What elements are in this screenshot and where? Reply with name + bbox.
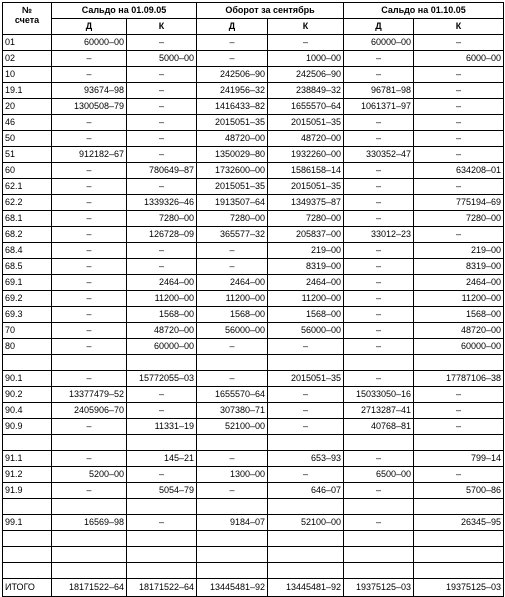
table-row: [3, 147, 504, 163]
closing-credit-cell: 19375125–03: [414, 579, 504, 597]
empty-cell: [197, 531, 268, 547]
table-row: [3, 515, 504, 531]
table-row: [3, 163, 504, 179]
turnover-credit-cell: –: [268, 339, 344, 355]
empty-cell: [344, 563, 414, 579]
empty-cell: [197, 499, 268, 515]
closing-credit-cell: 60000–00: [414, 339, 504, 355]
opening-credit-cell: 2464–00: [127, 275, 197, 291]
account-number: 68.1: [3, 211, 52, 227]
turnover-debit-cell: 2015051–35: [197, 179, 268, 195]
opening-credit-cell: –: [127, 243, 197, 259]
closing-debit-cell: 6500–00: [344, 467, 414, 483]
turnover-debit-cell: 9184–07: [197, 515, 268, 531]
opening-credit-cell: –: [127, 467, 197, 483]
table-row: [3, 211, 504, 227]
opening-credit-cell: 7280–00: [127, 211, 197, 227]
closing-credit-cell: 7280–00: [414, 211, 504, 227]
closing-debit-cell: 96781–98: [344, 83, 414, 99]
turnover-debit-cell: 52100–00: [197, 419, 268, 435]
closing-credit-cell: –: [414, 179, 504, 195]
empty-cell: [52, 563, 127, 579]
opening-debit-cell: –: [52, 163, 127, 179]
turnover-credit-cell: 56000–00: [268, 323, 344, 339]
turnover-credit-cell: 219–00: [268, 243, 344, 259]
opening-debit-cell: –: [52, 291, 127, 307]
empty-cell: [3, 355, 52, 371]
turnover-debit-cell: 1732600–00: [197, 163, 268, 179]
empty-cell: [3, 531, 52, 547]
opening-credit-cell: –: [127, 259, 197, 275]
empty-cell: [197, 547, 268, 563]
empty-cell: [414, 435, 504, 451]
account-number: 50: [3, 131, 52, 147]
turnover-debit-cell: 11200–00: [197, 291, 268, 307]
closing-debit-cell: –: [344, 259, 414, 275]
opening-debit-cell: –: [52, 179, 127, 195]
table-body: [3, 35, 504, 597]
opening-credit-cell: –: [127, 115, 197, 131]
turnover-debit-cell: 7280–00: [197, 211, 268, 227]
closing-debit-cell: 40768–81: [344, 419, 414, 435]
closing-credit-cell: 1568–00: [414, 307, 504, 323]
closing-credit-cell: –: [414, 387, 504, 403]
closing-debit-cell: –: [344, 211, 414, 227]
account-number: 62.1: [3, 179, 52, 195]
opening-debit-cell: –: [52, 195, 127, 211]
opening-credit-cell: 5000–00: [127, 51, 197, 67]
opening-debit-cell: –: [52, 419, 127, 435]
closing-debit-cell: –: [344, 483, 414, 499]
closing-debit-cell: –: [344, 291, 414, 307]
empty-cell: [414, 563, 504, 579]
account-number: 70: [3, 323, 52, 339]
blank-row: [3, 547, 504, 563]
empty-cell: [52, 355, 127, 371]
turnover-credit-cell: 238849–32: [268, 83, 344, 99]
turnover-debit-cell: 1300–00: [197, 467, 268, 483]
turnover-debit-cell: –: [197, 483, 268, 499]
turnover-debit-cell: 1655570–64: [197, 387, 268, 403]
closing-credit-cell: 17787106–38: [414, 371, 504, 387]
table-row: [3, 419, 504, 435]
opening-credit-cell: –: [127, 515, 197, 531]
opening-debit-cell: –: [52, 259, 127, 275]
table-row: [3, 179, 504, 195]
closing-debit-cell: 60000–00: [344, 35, 414, 51]
blank-row: [3, 531, 504, 547]
total-label: ИТОГО: [3, 579, 52, 597]
turnover-debit-cell: 56000–00: [197, 323, 268, 339]
opening-debit-header: Д: [52, 19, 127, 35]
closing-debit-cell: –: [344, 275, 414, 291]
opening-credit-header: К: [127, 19, 197, 35]
turnover-debit-cell: 307380–71: [197, 403, 268, 419]
empty-cell: [268, 563, 344, 579]
closing-debit-cell: 330352–47: [344, 147, 414, 163]
turnover-debit-cell: 1416433–82: [197, 99, 268, 115]
opening-debit-cell: 18171522–64: [52, 579, 127, 597]
account-number: 19.1: [3, 83, 52, 99]
closing-credit-cell: 219–00: [414, 243, 504, 259]
account-number: 68.4: [3, 243, 52, 259]
closing-credit-cell: 8319–00: [414, 259, 504, 275]
closing-credit-cell: 634208–01: [414, 163, 504, 179]
closing-credit-cell: –: [414, 147, 504, 163]
opening-credit-cell: 48720–00: [127, 323, 197, 339]
empty-cell: [414, 499, 504, 515]
turnover-credit-cell: 52100–00: [268, 515, 344, 531]
turnover-debit-cell: –: [197, 371, 268, 387]
opening-debit-cell: 912182–67: [52, 147, 127, 163]
opening-credit-cell: –: [127, 131, 197, 147]
opening-balance-header: Сальдо на 01.09.05: [52, 3, 197, 19]
empty-cell: [127, 547, 197, 563]
closing-credit-cell: –: [414, 227, 504, 243]
opening-debit-cell: –: [52, 115, 127, 131]
empty-cell: [268, 435, 344, 451]
closing-credit-cell: –: [414, 131, 504, 147]
account-number: 20: [3, 99, 52, 115]
opening-credit-cell: –: [127, 387, 197, 403]
closing-debit-cell: –: [344, 323, 414, 339]
table-row: [3, 451, 504, 467]
closing-debit-cell: 19375125–03: [344, 579, 414, 597]
account-number: 90.2: [3, 387, 52, 403]
turnover-credit-cell: 8319–00: [268, 259, 344, 275]
account-number: 10: [3, 67, 52, 83]
turnover-debit-cell: 48720–00: [197, 131, 268, 147]
turnover-credit-cell: 2464–00: [268, 275, 344, 291]
table-row: [3, 259, 504, 275]
account-number: 69.3: [3, 307, 52, 323]
turnover-credit-cell: 11200–00: [268, 291, 344, 307]
closing-credit-cell: –: [414, 467, 504, 483]
opening-debit-cell: 60000–00: [52, 35, 127, 51]
closing-credit-cell: –: [414, 67, 504, 83]
turnover-debit-cell: 1568–00: [197, 307, 268, 323]
account-number: 80: [3, 339, 52, 355]
closing-credit-cell: 775194–69: [414, 195, 504, 211]
closing-credit-cell: –: [414, 115, 504, 131]
table-row: [3, 115, 504, 131]
turnover-credit-cell: –: [268, 35, 344, 51]
closing-credit-cell: –: [414, 83, 504, 99]
turnover-credit-cell: 205837–00: [268, 227, 344, 243]
empty-cell: [197, 355, 268, 371]
turnover-credit-cell: –: [268, 419, 344, 435]
account-number: 51: [3, 147, 52, 163]
closing-credit-cell: 11200–00: [414, 291, 504, 307]
table-row: [3, 131, 504, 147]
opening-credit-cell: 15772055–03: [127, 371, 197, 387]
turnover-debit-cell: –: [197, 243, 268, 259]
closing-credit-header: К: [414, 19, 504, 35]
opening-credit-cell: –: [127, 67, 197, 83]
table-row: [3, 83, 504, 99]
account-number: 69.1: [3, 275, 52, 291]
closing-credit-cell: –: [414, 99, 504, 115]
closing-credit-cell: 2464–00: [414, 275, 504, 291]
account-number: 68.5: [3, 259, 52, 275]
turnover-debit-cell: –: [197, 339, 268, 355]
opening-credit-cell: 1568–00: [127, 307, 197, 323]
opening-credit-cell: 126728–09: [127, 227, 197, 243]
account-number: 68.2: [3, 227, 52, 243]
turnover-credit-cell: 646–07: [268, 483, 344, 499]
opening-debit-cell: –: [52, 51, 127, 67]
turnover-credit-cell: 1000–00: [268, 51, 344, 67]
opening-credit-cell: 11200–00: [127, 291, 197, 307]
turnover-debit-cell: 242506–90: [197, 67, 268, 83]
opening-credit-cell: 60000–00: [127, 339, 197, 355]
closing-credit-cell: 48720–00: [414, 323, 504, 339]
empty-cell: [414, 547, 504, 563]
opening-debit-cell: –: [52, 243, 127, 259]
empty-cell: [127, 531, 197, 547]
turnover-credit-cell: –: [268, 403, 344, 419]
empty-cell: [344, 355, 414, 371]
account-number: 90.4: [3, 403, 52, 419]
account-number: 02: [3, 51, 52, 67]
turnover-debit-cell: 2015051–35: [197, 115, 268, 131]
table-row: [3, 35, 504, 51]
empty-cell: [197, 435, 268, 451]
turnover-credit-cell: 48720–00: [268, 131, 344, 147]
opening-credit-cell: –: [127, 179, 197, 195]
turnover-debit-cell: –: [197, 259, 268, 275]
closing-credit-cell: 5700–86: [414, 483, 504, 499]
account-number: 90.9: [3, 419, 52, 435]
balance-sheet-table: [2, 2, 504, 597]
blank-row: [3, 499, 504, 515]
table-row: [3, 387, 504, 403]
turnover-debit-header: Д: [197, 19, 268, 35]
closing-debit-cell: 1061371–97: [344, 99, 414, 115]
opening-debit-cell: –: [52, 227, 127, 243]
account-number: 91.2: [3, 467, 52, 483]
opening-credit-cell: –: [127, 35, 197, 51]
turnover-debit-cell: 1913507–64: [197, 195, 268, 211]
turnover-header: Оборот за сентябрь: [197, 3, 344, 19]
closing-credit-cell: –: [414, 35, 504, 51]
turnover-credit-cell: 1349375–87: [268, 195, 344, 211]
opening-debit-cell: –: [52, 339, 127, 355]
closing-credit-cell: 6000–00: [414, 51, 504, 67]
turnover-credit-header: К: [268, 19, 344, 35]
account-number: 01: [3, 35, 52, 51]
closing-debit-cell: –: [344, 195, 414, 211]
account-number-header: № счета: [3, 3, 52, 35]
closing-debit-cell: –: [344, 67, 414, 83]
turnover-debit-cell: 365577–32: [197, 227, 268, 243]
empty-cell: [52, 499, 127, 515]
opening-debit-cell: 93674–98: [52, 83, 127, 99]
opening-credit-cell: –: [127, 99, 197, 115]
closing-debit-cell: –: [344, 243, 414, 259]
closing-debit-cell: –: [344, 339, 414, 355]
empty-cell: [3, 547, 52, 563]
empty-cell: [127, 563, 197, 579]
account-number: 91.1: [3, 451, 52, 467]
table-row: [3, 195, 504, 211]
empty-cell: [344, 531, 414, 547]
turnover-debit-cell: 13445481–92: [197, 579, 268, 597]
account-number: 46: [3, 115, 52, 131]
table-row: [3, 483, 504, 499]
turnover-debit-cell: –: [197, 451, 268, 467]
empty-cell: [197, 563, 268, 579]
opening-debit-cell: –: [52, 67, 127, 83]
closing-debit-cell: –: [344, 115, 414, 131]
table-header: [3, 3, 504, 35]
table-row: [3, 67, 504, 83]
turnover-credit-cell: 1932260–00: [268, 147, 344, 163]
table-row: [3, 323, 504, 339]
empty-cell: [3, 499, 52, 515]
opening-debit-cell: 1300508–79: [52, 99, 127, 115]
turnover-debit-cell: 1350029–80: [197, 147, 268, 163]
empty-cell: [127, 499, 197, 515]
turnover-credit-cell: 7280–00: [268, 211, 344, 227]
turnover-credit-cell: 13445481–92: [268, 579, 344, 597]
account-number: 69.2: [3, 291, 52, 307]
closing-credit-cell: 26345–95: [414, 515, 504, 531]
empty-cell: [3, 435, 52, 451]
empty-cell: [268, 355, 344, 371]
turnover-credit-cell: 2015051–35: [268, 371, 344, 387]
opening-credit-cell: 11331–19: [127, 419, 197, 435]
blank-row: [3, 355, 504, 371]
opening-debit-cell: –: [52, 371, 127, 387]
closing-debit-cell: –: [344, 307, 414, 323]
closing-credit-cell: –: [414, 419, 504, 435]
opening-credit-cell: –: [127, 147, 197, 163]
turnover-credit-cell: 1655570–64: [268, 99, 344, 115]
opening-credit-cell: 780649–87: [127, 163, 197, 179]
table-row: [3, 307, 504, 323]
turnover-debit-cell: 2464–00: [197, 275, 268, 291]
opening-debit-cell: 2405906–70: [52, 403, 127, 419]
opening-credit-cell: 145–21: [127, 451, 197, 467]
account-number: 90.1: [3, 371, 52, 387]
empty-cell: [414, 355, 504, 371]
turnover-credit-cell: –: [268, 387, 344, 403]
table-row: [3, 99, 504, 115]
empty-cell: [127, 355, 197, 371]
account-number: 99.1: [3, 515, 52, 531]
empty-cell: [414, 531, 504, 547]
table-row: [3, 51, 504, 67]
account-number: 91.9: [3, 483, 52, 499]
opening-debit-cell: –: [52, 131, 127, 147]
closing-balance-header: Сальдо на 01.10.05: [344, 3, 504, 19]
turnover-debit-cell: –: [197, 35, 268, 51]
closing-debit-cell: –: [344, 371, 414, 387]
turnover-debit-cell: 241956–32: [197, 83, 268, 99]
blank-row: [3, 435, 504, 451]
closing-debit-cell: –: [344, 179, 414, 195]
opening-credit-cell: 5054–79: [127, 483, 197, 499]
table-row: [3, 467, 504, 483]
table-row: [3, 339, 504, 355]
empty-cell: [52, 547, 127, 563]
empty-cell: [3, 563, 52, 579]
empty-cell: [344, 435, 414, 451]
opening-debit-cell: 16569–98: [52, 515, 127, 531]
turnover-credit-cell: 2015051–35: [268, 115, 344, 131]
opening-debit-cell: –: [52, 323, 127, 339]
closing-debit-cell: –: [344, 131, 414, 147]
turnover-credit-cell: 242506–90: [268, 67, 344, 83]
closing-debit-cell: –: [344, 451, 414, 467]
turnover-credit-cell: 653–93: [268, 451, 344, 467]
turnover-credit-cell: 1586158–14: [268, 163, 344, 179]
empty-cell: [127, 435, 197, 451]
closing-credit-cell: –: [414, 403, 504, 419]
opening-debit-cell: –: [52, 275, 127, 291]
closing-debit-cell: –: [344, 163, 414, 179]
turnover-credit-cell: 1568–00: [268, 307, 344, 323]
turnover-credit-cell: 2015051–35: [268, 179, 344, 195]
opening-credit-cell: –: [127, 83, 197, 99]
opening-credit-cell: 18171522–64: [127, 579, 197, 597]
table-row: [3, 243, 504, 259]
empty-cell: [344, 547, 414, 563]
opening-debit-cell: –: [52, 211, 127, 227]
empty-cell: [268, 531, 344, 547]
turnover-credit-cell: –: [268, 467, 344, 483]
closing-debit-cell: –: [344, 51, 414, 67]
account-number: 60: [3, 163, 52, 179]
table-row: [3, 291, 504, 307]
opening-debit-cell: –: [52, 451, 127, 467]
closing-debit-header: Д: [344, 19, 414, 35]
opening-credit-cell: –: [127, 403, 197, 419]
empty-cell: [52, 531, 127, 547]
empty-cell: [268, 499, 344, 515]
closing-debit-cell: 33012–23: [344, 227, 414, 243]
opening-debit-cell: –: [52, 307, 127, 323]
table-row: [3, 371, 504, 387]
turnover-debit-cell: –: [197, 51, 268, 67]
table-row: [3, 403, 504, 419]
total-row: [3, 579, 504, 597]
empty-cell: [52, 435, 127, 451]
empty-cell: [344, 499, 414, 515]
table-row: [3, 227, 504, 243]
opening-debit-cell: 5200–00: [52, 467, 127, 483]
opening-debit-cell: –: [52, 483, 127, 499]
opening-credit-cell: 1339326–46: [127, 195, 197, 211]
empty-cell: [268, 547, 344, 563]
closing-credit-cell: 799–14: [414, 451, 504, 467]
closing-debit-cell: 15033050–16: [344, 387, 414, 403]
closing-debit-cell: –: [344, 515, 414, 531]
closing-debit-cell: 2713287–41: [344, 403, 414, 419]
account-number: 62.2: [3, 195, 52, 211]
table-row: [3, 275, 504, 291]
opening-debit-cell: 13377479–52: [52, 387, 127, 403]
blank-row: [3, 563, 504, 579]
